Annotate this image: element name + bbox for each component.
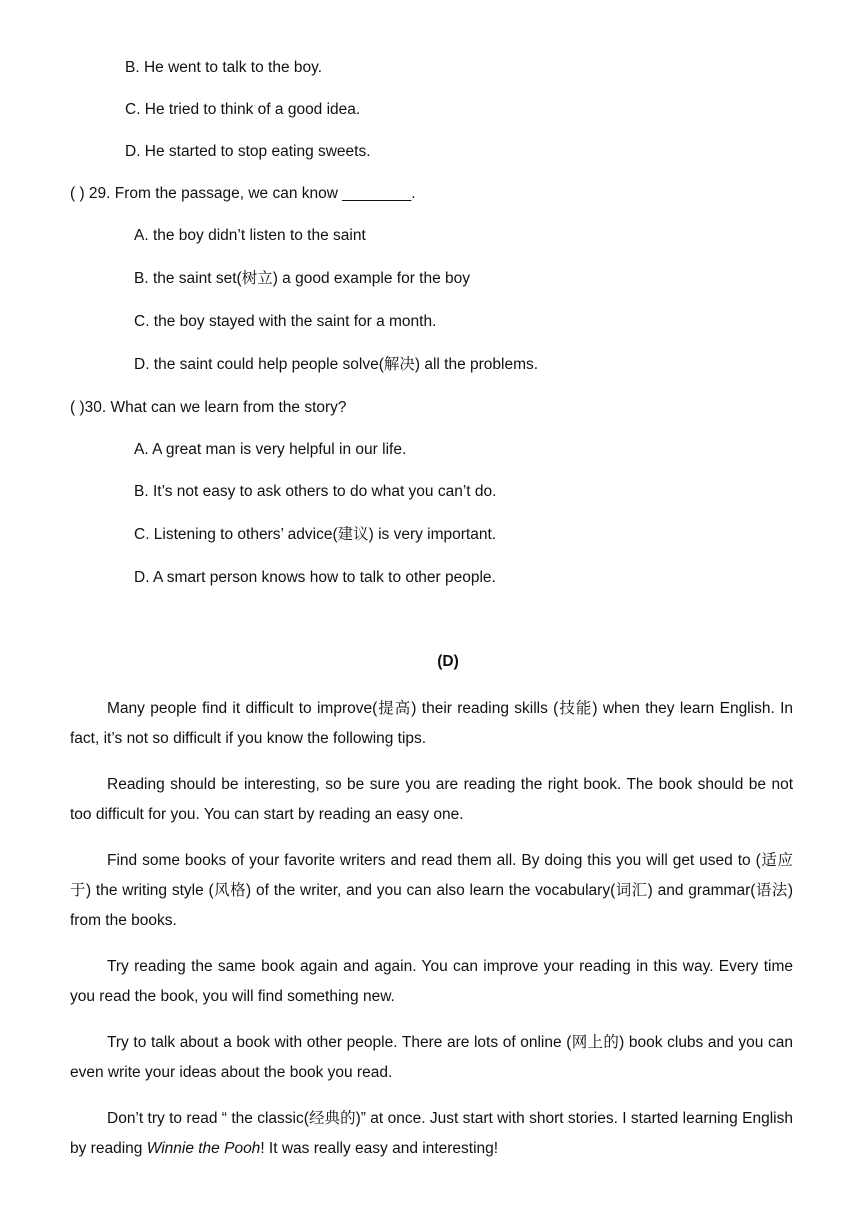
q30-option-c: C. Listening to others’ advice(建议) is very important. xyxy=(134,526,497,543)
q29-option-b: B. the saint set(树立) a good example for the boy xyxy=(134,270,471,287)
section-title: (D) xyxy=(437,653,459,670)
paragraph-4: Try reading the same book again and again. You can improve your reading in this way. Every time you read the book, you will find something new. xyxy=(70,958,793,1005)
q29-option-d: D. the saint could help people solve(解决) all the problems. xyxy=(134,356,539,373)
paragraph-6-text-start: Don’t try to read “ the classic(经典的)” at once. Just start with short stories. I started learning English by reading xyxy=(70,1110,793,1157)
q29-option-c: C. the boy stayed with the saint for a month. xyxy=(134,313,437,330)
q30-option-b: B. It’s not easy to ask others to do what you can’t do. xyxy=(134,483,497,500)
paragraph-2: Reading should be interesting, so be sure you are reading the right book. The book should be not too difficult for you. You can start by reading an easy one. xyxy=(70,776,793,823)
q29-stem: ( ) 29. From the passage, we can know ________. xyxy=(70,185,416,202)
q28-option-c: C. He tried to think of a good idea. xyxy=(125,101,361,118)
book-title: Winnie the Pooh xyxy=(146,1140,261,1157)
paragraph-6-text-end: ! It was really easy and interesting! xyxy=(260,1140,499,1157)
q28-option-b: B. He went to talk to the boy. xyxy=(125,59,323,76)
paragraph-5: Try to talk about a book with other people. There are lots of online (网上的) book clubs and you can even write your ideas about the book you read. xyxy=(70,1034,793,1081)
q30-option-a: A. A great man is very helpful in our life. xyxy=(134,441,407,458)
paragraph-1: Many people find it difficult to improve(提高) their reading skills (技能) when they learn English. In fact, it’s not so difficult if you know the following tips. xyxy=(70,700,793,747)
q30-stem: ( )30. What can we learn from the story? xyxy=(70,399,347,416)
paragraph-6 xyxy=(70,1104,793,1164)
q29-option-a: A. the boy didn’t listen to the saint xyxy=(134,227,366,244)
paragraph-3: Find some books of your favorite writers and read them all. By doing this you will get used to (适应于) the writing style (风格) of the writer, and you can also learn the vocabulary(词汇) and grammar(语法) from the books. xyxy=(70,852,793,929)
q30-option-d: D. A smart person knows how to talk to other people. xyxy=(134,569,496,586)
q28-option-d: D. He started to stop eating sweets. xyxy=(125,143,371,160)
